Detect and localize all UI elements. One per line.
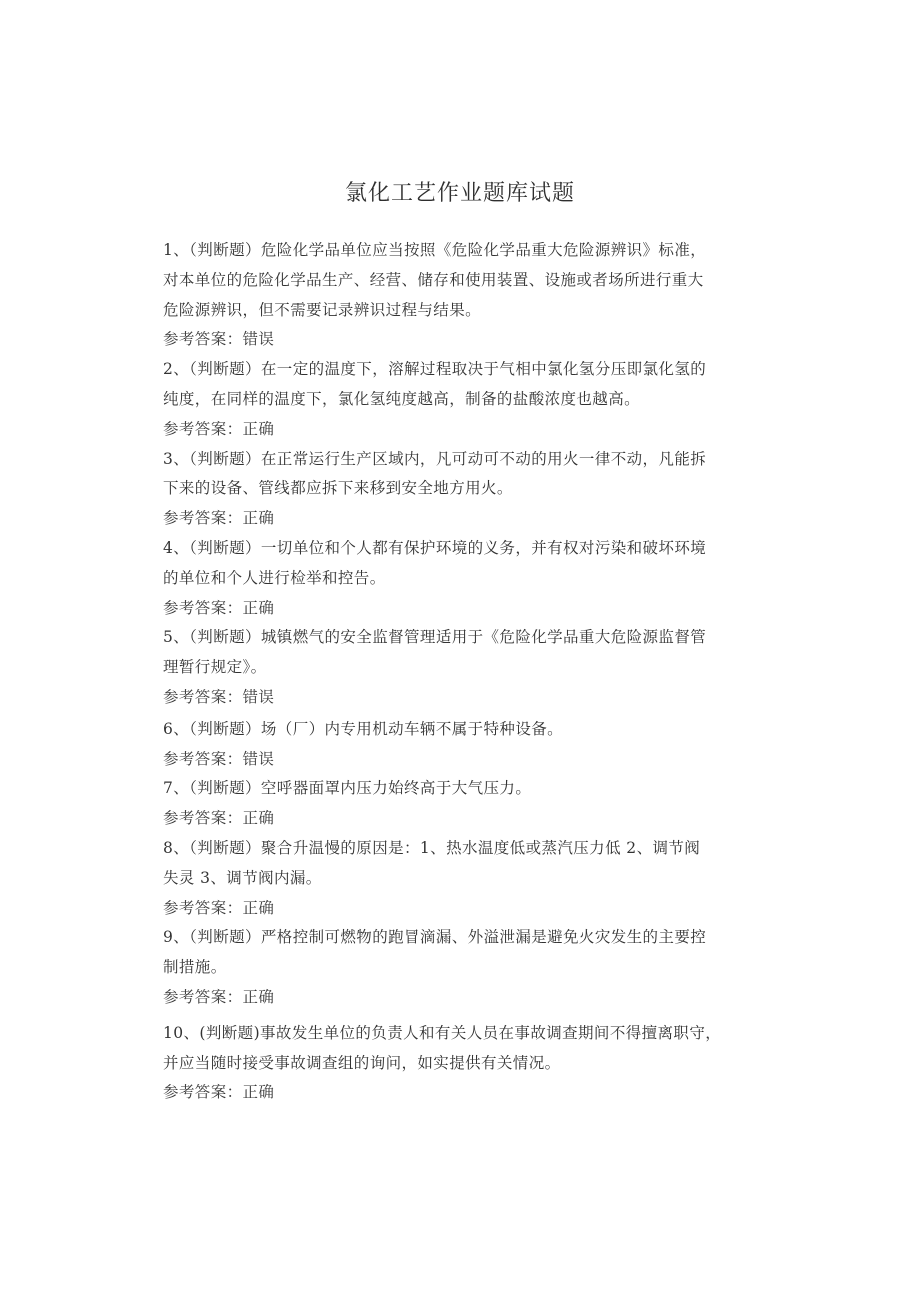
question-text-line: 9、（判断题）严格控制可燃物的跑冒滴漏、外溢泄漏是避免火灾发生的主要控 <box>163 928 707 947</box>
question-item <box>163 445 763 534</box>
question-text-line: 10、(判断题)事故发生单位的负责人和有关人员在事故调查期间不得擅离职守， <box>163 1023 722 1042</box>
question-text-line: 的单位和个人进行检举和控告。 <box>163 568 386 587</box>
question-text-line: 失灵 3、调节阀内漏。 <box>163 868 322 887</box>
document-title: 氯化工艺作业题库试题 <box>344 181 575 206</box>
answer-line: 参考答案：正确 <box>163 809 275 828</box>
question-item <box>163 1019 763 1108</box>
question-text-line: 3、（判断题）在正常运行生产区域内，凡可动可不动的用火一律不动，凡能拆 <box>163 449 707 468</box>
question-item <box>163 923 763 1012</box>
question-text-line: 理暂行规定》。 <box>163 658 267 677</box>
question-text-line: 危险源辨识，但不需要记录辨识过程与结果。 <box>163 300 482 319</box>
question-text-line: 1、（判断题）危险化学品单位应当按照《危险化学品重大危险源辨识》标准， <box>163 241 707 259</box>
question-text-line: 8、（判断题）聚合升温慢的原因是：1、热水温度低或蒸汽压力低 2、调节阀 <box>163 838 701 857</box>
question-text-line: 纯度，在同样的温度下，氯化氢纯度越高，制备的盐酸浓度也越高。 <box>163 389 641 408</box>
question-item <box>163 355 763 444</box>
question-list <box>163 236 763 1108</box>
question-text-line: 6、（判断题）场（厂）内专用机动车辆不属于特种设备。 <box>163 719 564 738</box>
answer-line: 参考答案：正确 <box>163 987 275 1006</box>
question-item <box>163 534 763 623</box>
question-text-line: 5、（判断题）城镇燃气的安全监督管理适用于《危险化学品重大危险源监督管 <box>163 628 707 647</box>
question-text-line: 下来的设备、管线都应拆下来移到安全地方用火。 <box>163 479 513 498</box>
answer-line: 参考答案：错误 <box>163 330 275 349</box>
question-text-line: 7、（判断题）空呼器面罩内压力始终高于大气压力。 <box>163 779 532 798</box>
answer-line: 参考答案：正确 <box>163 598 275 617</box>
question-text-line: 制措施。 <box>163 958 227 977</box>
question-item <box>163 236 763 355</box>
answer-line: 参考答案：正确 <box>163 419 275 438</box>
question-item <box>163 774 763 834</box>
answer-line: 参考答案：错误 <box>163 687 275 706</box>
question-item <box>163 834 763 923</box>
answer-line: 参考答案：错误 <box>163 749 275 768</box>
question-text-line: 并应当随时接受事故调查组的询问，如实提供有关情况。 <box>163 1053 561 1072</box>
answer-line: 参考答案：正确 <box>163 898 275 917</box>
question-text-line: 2、（判断题）在一定的温度下，溶解过程取决于气相中氯化氢分压即氯化氢的 <box>163 360 707 379</box>
question-item <box>163 623 763 712</box>
answer-line: 参考答案：正确 <box>163 509 275 528</box>
question-text-line: 4、（判断题）一切单位和个人都有保护环境的义务，并有权对污染和破坏环境 <box>163 538 707 557</box>
question-item <box>163 715 763 775</box>
answer-line: 参考答案：正确 <box>163 1083 275 1102</box>
question-text-line: 对本单位的危险化学品生产、经营、储存和使用装置、设施或者场所进行重大 <box>163 270 704 289</box>
